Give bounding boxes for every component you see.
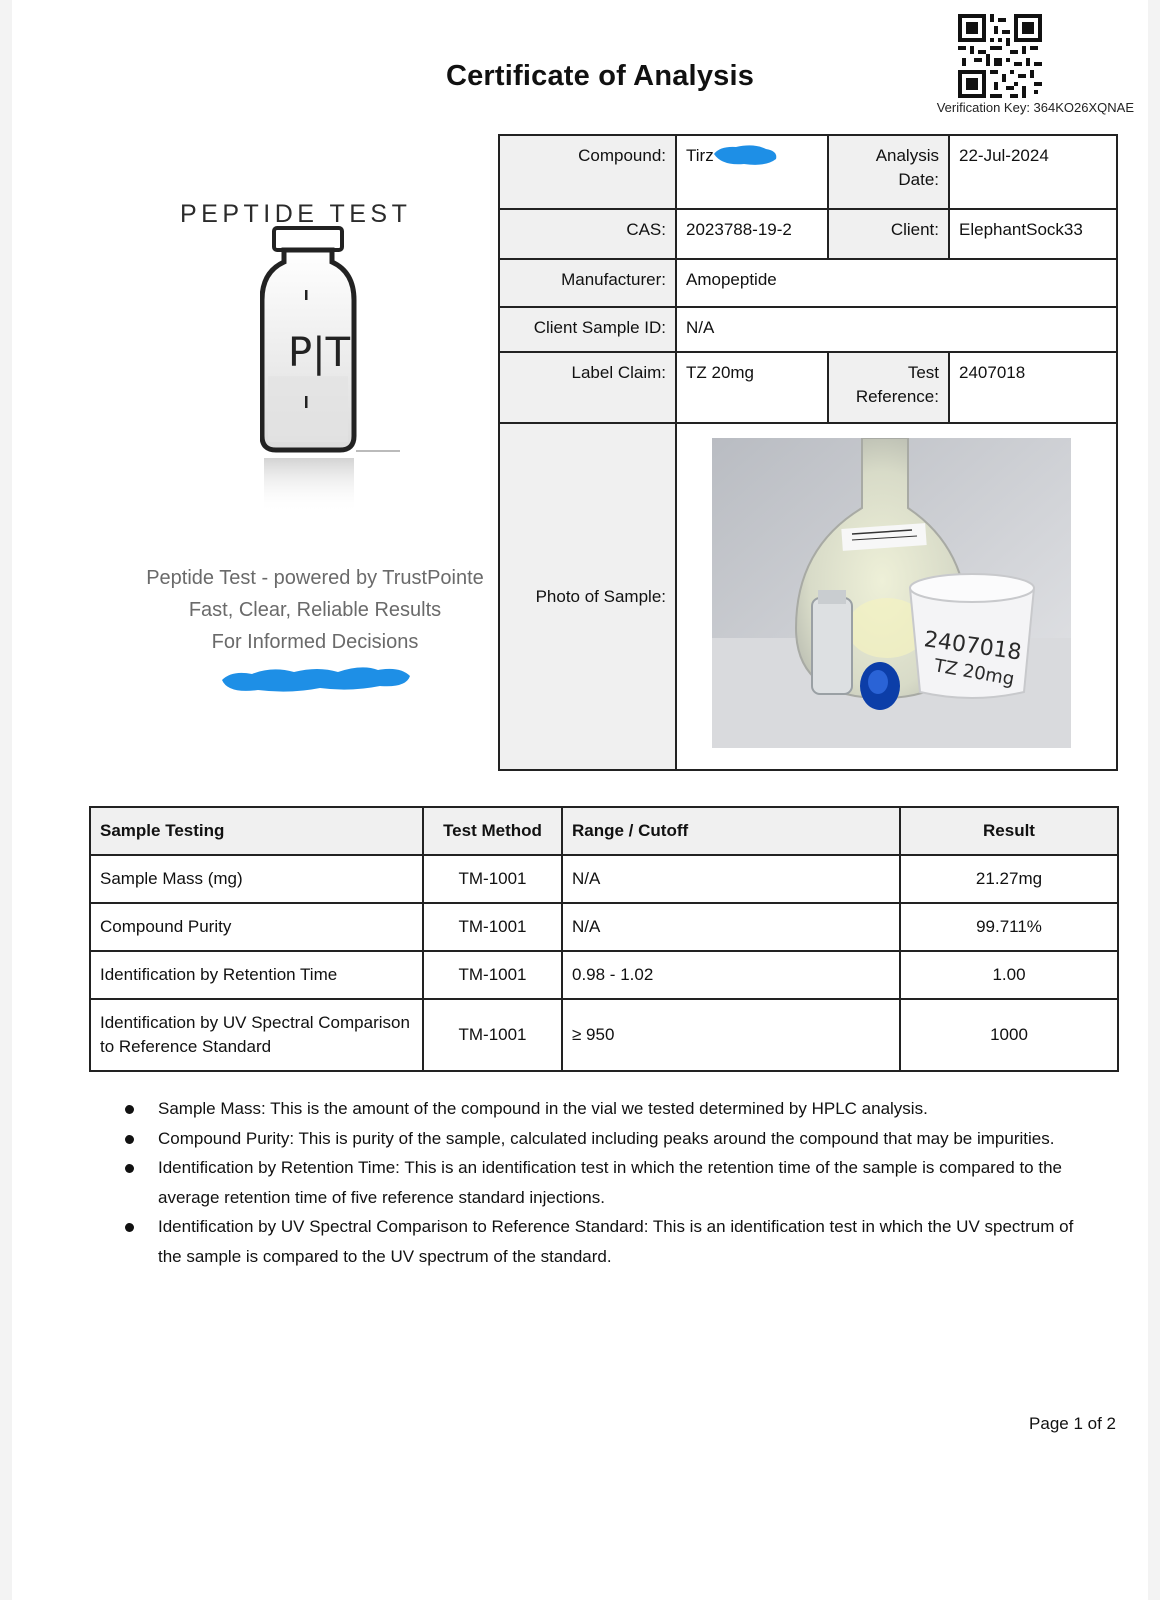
photo-cell [676, 423, 1117, 770]
cup-handwriting-claim: TZ 20mg [932, 655, 1016, 691]
test-method: TM-1001 [423, 855, 562, 903]
test-reference-value: 2407018 [949, 352, 1117, 423]
table-row [90, 999, 1118, 1071]
list-item: Identification by UV Spectral Comparison to Reference Standard: This is an identification test in which the UV spectrum of the sample is compared to the UV spectrum of the standard. [120, 1212, 1100, 1271]
col-header-test-method: Test Method [423, 807, 562, 855]
label-claim-label: Label Claim: [499, 352, 676, 423]
test-range: ≥ 950 [562, 999, 900, 1071]
list-item: Sample Mass: This is the amount of the compound in the vial we tested determined by HPLC analysis. [120, 1094, 1100, 1124]
redacted-website-link [220, 664, 412, 694]
client-sample-id-value: N/A [676, 307, 1117, 352]
vial-logo-icon [260, 226, 410, 526]
test-result: 1.00 [900, 951, 1118, 999]
list-item: Identification by Retention Time: This is an identification test in which the retention time of the sample is compared to the average retention time of five reference standard injections. [120, 1153, 1100, 1212]
vial-monogram: P|T [288, 330, 351, 376]
test-name: Sample Mass (mg) [90, 855, 423, 903]
cas-label: CAS: [499, 209, 676, 259]
results-header-row [90, 807, 1118, 855]
test-result: 1000 [900, 999, 1118, 1071]
test-result: 99.711% [900, 903, 1118, 951]
test-name: Compound Purity [90, 903, 423, 951]
logo-tagline [110, 562, 520, 658]
list-item: Compound Purity: This is purity of the sample, calculated including peaks around the compound that may be impurities. [120, 1124, 1100, 1154]
test-range: 0.98 - 1.02 [562, 951, 900, 999]
brand-name: PEPTIDE TEST [180, 200, 412, 228]
col-header-sample-testing: Sample Testing [90, 807, 423, 855]
compound-value: Tirz [676, 135, 828, 209]
test-method: TM-1001 [423, 999, 562, 1071]
photo-label: Photo of Sample: [499, 423, 676, 770]
table-row [90, 855, 1118, 903]
client-label: Client: [828, 209, 949, 259]
sample-info-table [498, 134, 1118, 771]
page-number: Page 1 of 2 [1029, 1414, 1116, 1433]
notes-list [120, 1094, 1100, 1271]
analysis-date-label: Analysis Date: [828, 135, 949, 209]
table-row [90, 951, 1118, 999]
label-claim-value: TZ 20mg [676, 352, 828, 423]
test-name: Identification by Retention Time [90, 951, 423, 999]
tagline-line-3: For Informed Decisions [211, 631, 419, 653]
client-value: ElephantSock33 [949, 209, 1117, 259]
manufacturer-value: Amopeptide [676, 259, 1117, 307]
sample-photo [712, 438, 1071, 748]
manufacturer-label: Manufacturer: [499, 259, 676, 307]
page-title: Certificate of Analysis [445, 60, 755, 92]
tagline-line-2: Fast, Clear, Reliable Results [188, 599, 442, 621]
col-header-range: Range / Cutoff [562, 807, 900, 855]
qr-code-icon [958, 14, 1042, 98]
test-range: N/A [562, 855, 900, 903]
certificate-page [12, 0, 1148, 1600]
cas-value: 2023788-19-2 [676, 209, 828, 259]
test-method: TM-1001 [423, 903, 562, 951]
test-reference-label: Test Reference: [828, 352, 949, 423]
cup-handwriting-ref: 2407018 [922, 627, 1023, 666]
results-table [89, 806, 1119, 1072]
client-sample-id-label: Client Sample ID: [499, 307, 676, 352]
test-method: TM-1001 [423, 951, 562, 999]
tagline-line-1: Peptide Test - powered by TrustPointe [146, 567, 484, 589]
test-name: Identification by UV Spectral Comparison to Reference Standard [90, 999, 423, 1071]
test-result: 21.27mg [900, 855, 1118, 903]
col-header-result: Result [900, 807, 1118, 855]
compound-label: Compound: [499, 135, 676, 209]
table-row [90, 903, 1118, 951]
analysis-date-value: 22-Jul-2024 [949, 135, 1117, 209]
verification-key: Verification Key: 364KO26XQNAE [936, 100, 1134, 115]
redaction-mark [712, 144, 778, 166]
test-range: N/A [562, 903, 900, 951]
